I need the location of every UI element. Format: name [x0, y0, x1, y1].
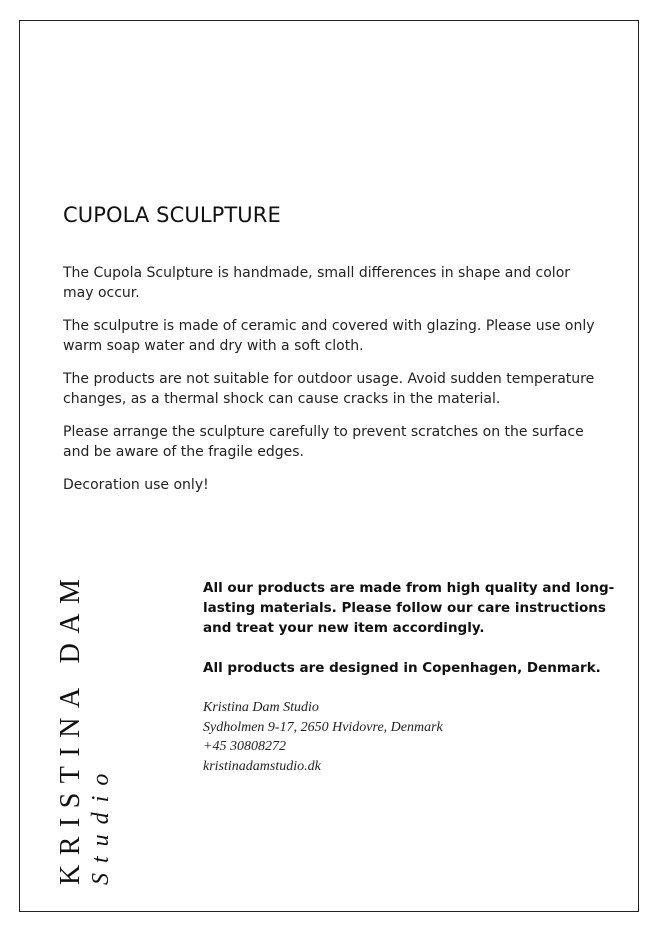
company-name: Kristina Dam Studio — [203, 700, 319, 715]
address-block — [203, 698, 623, 776]
page-title: CUPOLA SCULPTURE — [63, 203, 281, 227]
brand-subtitle: Studio — [88, 763, 114, 885]
design-statement: All products are designed in Copenhagen, Denmark. — [203, 660, 601, 676]
info-block — [203, 578, 623, 776]
paragraph-decoration: Decoration use only! — [63, 477, 209, 493]
care-instructions — [63, 263, 603, 508]
street-address: Sydholmen 9-17, 2650 Hvidovre, Denmark — [203, 719, 443, 735]
paragraph-handmade: The Cupola Sculpture is handmade, small differences in shape and color may occur. — [63, 265, 571, 301]
paragraph-outdoor: The products are not suitable for outdoor usage. Avoid sudden temperature changes, as a thermal shock can cause cracks in the material. — [63, 371, 595, 407]
brand-name: KRISTINA DAM — [55, 569, 86, 885]
phone-number: +45 30808272 — [203, 739, 286, 754]
paragraph-material: The sculputre is made of ceramic and covered with glazing. Please use only warm soap water and dry with a soft cloth. — [63, 318, 595, 354]
quality-statement: All our products are made from high quality and long-lasting materials. Please follow our care instructions and treat your new item accordingly. — [203, 580, 615, 636]
brand-logo — [55, 570, 115, 885]
website-link: kristinadamstudio.dk — [203, 758, 321, 774]
paragraph-arrange: Please arrange the sculpture carefully to prevent scratches on the surface and be aware of the fragile edges. — [63, 424, 584, 460]
